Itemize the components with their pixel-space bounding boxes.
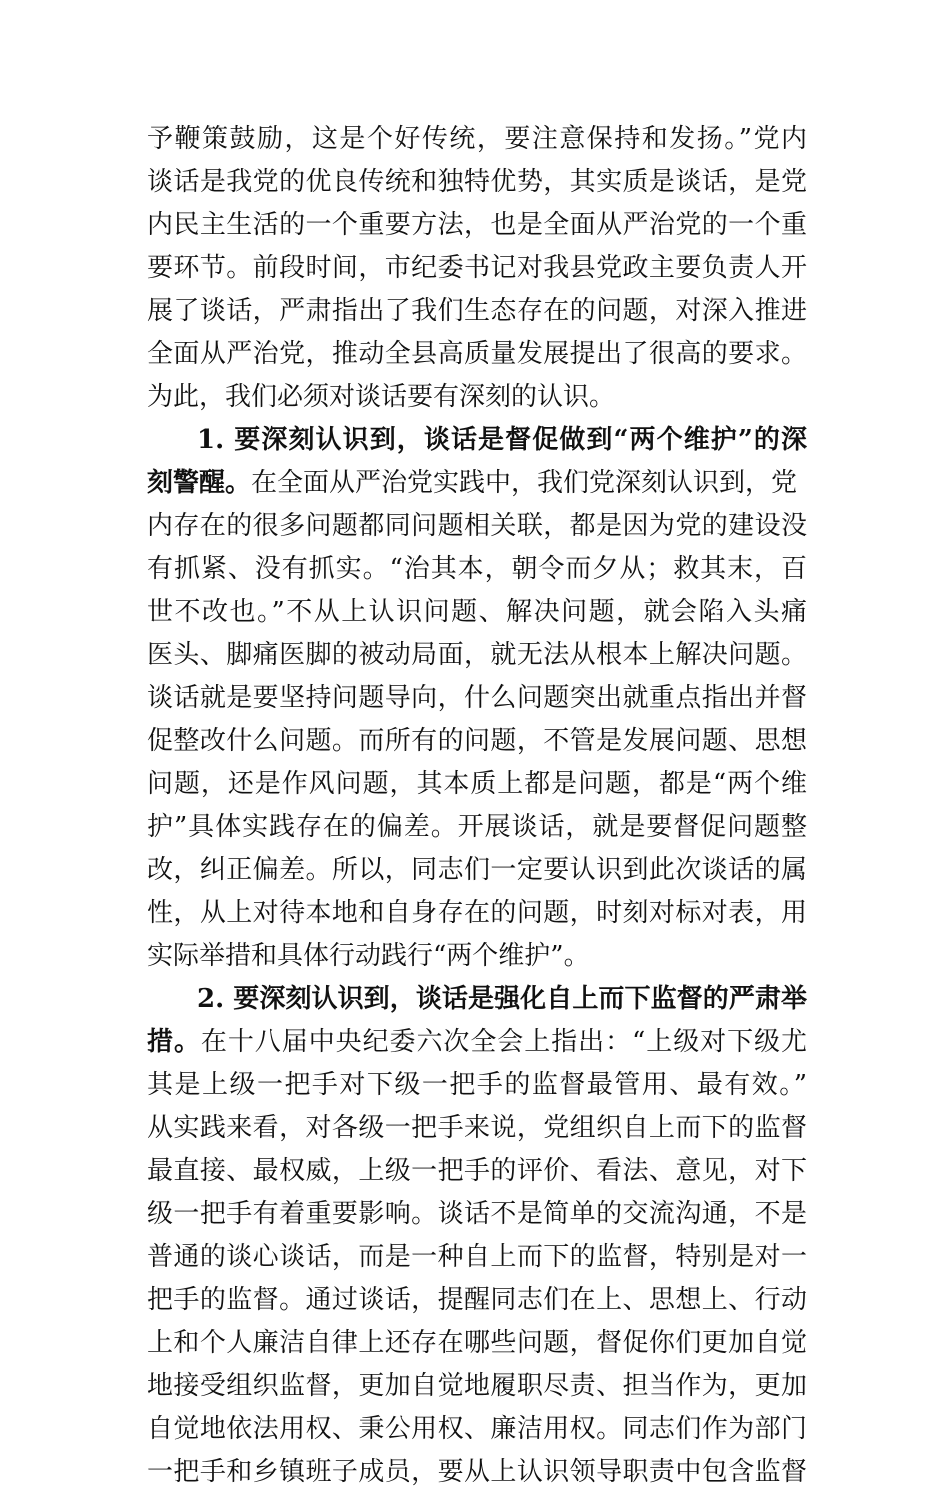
text-line: 全面从严治党，推动全县高质量发展提出了很高的要求。 xyxy=(147,339,807,369)
text-line: 地接受组织监督，更加自觉地履职尽责、担当作为，更加 xyxy=(147,1371,807,1401)
text-line: 世不改也。”不从上认识问题、解决问题，就会陷入头痛 xyxy=(147,597,807,627)
text-line: 谈话是我党的优良传统和独特优势，其实质是谈话，是党 xyxy=(147,167,807,197)
text-line: 护”具体实践存在的偏差。开展谈话，就是要督促问题整 xyxy=(147,812,807,842)
text-line: 一把手和乡镇班子成员，要从上认识领导职责中包含监督 xyxy=(147,1457,807,1487)
text-line: 展了谈话，严肃指出了我们生态存在的问题，对深入推进 xyxy=(147,296,807,326)
text-line: 谈话就是要坚持问题导向，什么问题突出就重点指出并督 xyxy=(147,683,807,713)
text-line: 促整改什么问题。而所有的问题，不管是发展问题、思想 xyxy=(147,726,807,756)
text-line: 自觉地依法用权、秉公用权、廉洁用权。同志们作为部门 xyxy=(147,1414,807,1444)
text-line: 把手的监督。通过谈话，提醒同志们在上、思想上、行动 xyxy=(147,1285,807,1315)
text-line: 医头、脚痛医脚的被动局面，就无法从根本上解决问题。 xyxy=(147,640,807,670)
text-line: 性，从上对待本地和自身存在的问题，时刻对标对表，用 xyxy=(147,898,807,928)
text-line: 要环节。前段时间，市纪委书记对我县党政主要负责人开 xyxy=(147,253,807,283)
text-fragment: 在全面从严治党实践中，我们党深刻认识到，党 xyxy=(251,468,798,498)
text-line: 予鞭策鼓励，这是个好传统，要注意保持和发扬。”党内 xyxy=(147,124,807,154)
body-text xyxy=(147,118,807,1494)
text-line: 内存在的很多问题都同问题相关联，都是因为党的建设没 xyxy=(147,511,807,541)
section-heading-1-end: 刻警醒。 xyxy=(147,468,252,498)
text-line xyxy=(147,1021,807,1064)
text-line: 内民主生活的一个重要方法，也是全面从严治党的一个重 xyxy=(147,210,807,240)
section-heading-2: 2. 要深刻认识到，谈话是强化自上而下监督的严肃举 xyxy=(197,984,807,1014)
text-line: 问题，还是作风问题，其本质上都是问题，都是“两个维 xyxy=(147,769,807,799)
text-line: 为此，我们必须对谈话要有深刻的认识。 xyxy=(147,382,616,412)
text-line: 上和个人廉洁自律上还存在哪些问题，督促你们更加自觉 xyxy=(147,1328,807,1358)
section-heading-1: 1. 要深刻认识到，谈话是督促做到“两个维护”的深 xyxy=(197,425,807,455)
text-line: 改，纠正偏差。所以，同志们一定要认识到此次谈话的属 xyxy=(147,855,807,885)
text-line: 有抓紧、没有抓实。“治其本，朝令而夕从；救其末，百 xyxy=(147,554,807,584)
text-line xyxy=(147,462,807,505)
text-line: 从实践来看，对各级一把手来说，党组织自上而下的监督 xyxy=(147,1113,807,1143)
section-heading-2-end: 措。 xyxy=(147,1027,201,1057)
text-line: 最直接、最权威，上级一把手的评价、看法、意见，对下 xyxy=(147,1156,807,1186)
text-line: 级一把手有着重要影响。谈话不是简单的交流沟通，不是 xyxy=(147,1199,807,1229)
text-line: 实际举措和具体行动践行“两个维护”。 xyxy=(147,941,590,971)
text-line: 普通的谈心谈话，而是一种自上而下的监督，特别是对一 xyxy=(147,1242,807,1272)
text-fragment: 在十八届中央纪委六次全会上指出：“上级对下级尤 xyxy=(200,1027,807,1057)
text-line: 其是上级一把手对下级一把手的监督最管用、最有效。” xyxy=(147,1070,807,1100)
